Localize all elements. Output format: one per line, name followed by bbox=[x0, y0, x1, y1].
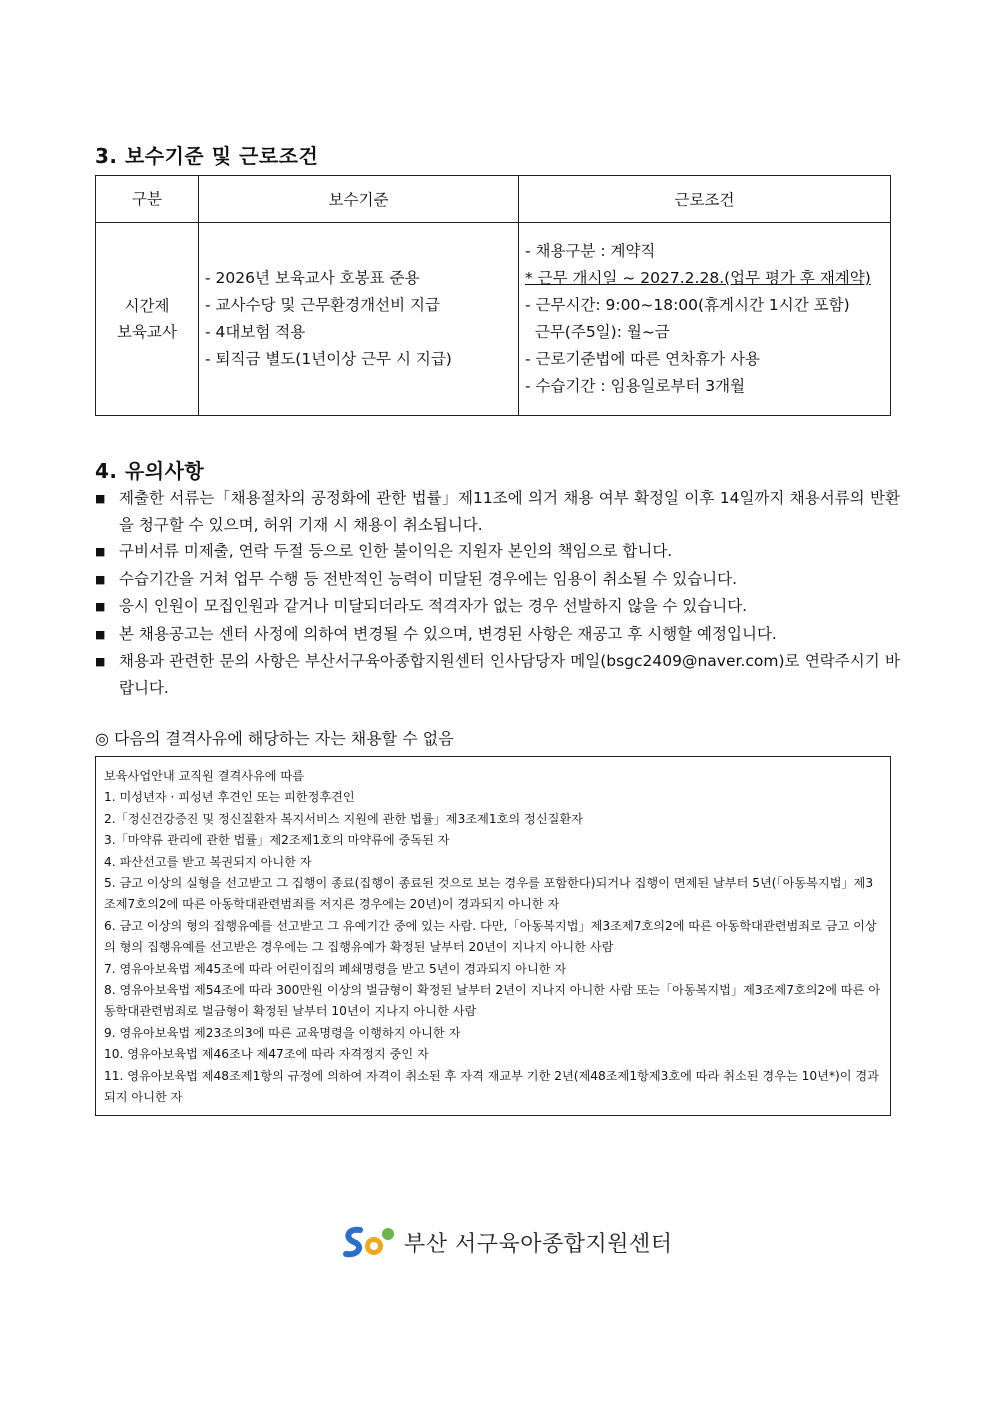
header-pay: 보수기준 bbox=[199, 176, 519, 223]
pay-line: - 2026년 보육교사 호봉표 준용 bbox=[205, 269, 420, 287]
list-item: 9. 영유아보육법 제23조의3에 따른 교육명령을 이행하지 아니한 자 bbox=[104, 1025, 461, 1040]
list-item: 11. 영유아보육법 제48조제1항의 규정에 의하여 자격이 취소된 후 자격 재교부 기한 2년(제48조제1항제3호에 따라 취소된 경우는 10년*)이 경과되지 아니한 자 bbox=[104, 1068, 879, 1105]
bullet-icon: ■ bbox=[95, 600, 106, 613]
bullet-icon: ■ bbox=[95, 545, 106, 558]
list-item bbox=[95, 538, 900, 566]
bullet-icon: ■ bbox=[95, 655, 106, 668]
footer-logo-text: 부산 서구육아종합지원센터 bbox=[404, 1231, 673, 1257]
bullet-icon: ■ bbox=[95, 627, 106, 641]
category-cell bbox=[96, 223, 199, 416]
table-header-row bbox=[96, 176, 891, 223]
list-item: 2.「정신건강증진 및 정신질환자 복지서비스 지원에 관한 법률」제3조제1호의 정신질환자 bbox=[104, 811, 583, 826]
disqualification-intro: 보육사업안내 교직원 결격사유에 따름 bbox=[104, 769, 304, 783]
compensation-table bbox=[95, 175, 891, 416]
list-item bbox=[95, 593, 900, 621]
footer-logo bbox=[342, 1224, 673, 1260]
disqualification-box bbox=[95, 756, 891, 1116]
note-text: 제출한 서류는「채용절차의 공정화에 관한 법률」제11조에 의거 채용 여부 확정일 이후 14일까지 채용서류의 반환을 청구할 수 있으며, 허위 기재 시 채용이 취소됩니다. bbox=[119, 489, 900, 534]
section4-title: 4. 유의사항 bbox=[95, 459, 205, 483]
list-item bbox=[95, 566, 900, 594]
note-text: 본 채용공고는 센터 사정에 의하여 변경될 수 있으며, 변경된 사항은 재공고 후 시행할 예정입니다. bbox=[119, 624, 777, 643]
header-conditions: 근로조건 bbox=[519, 176, 891, 223]
section3-title: 3. 보수기준 및 근로조건 bbox=[95, 144, 319, 168]
note-text: 구비서류 미제출, 연락 두절 등으로 인한 불이익은 지원자 본인의 책임으로 합니다. bbox=[119, 542, 673, 560]
condition-line-contract-period: * 근무 개시일 ~ 2027.2.28.(업무 평가 후 재계약) bbox=[525, 269, 871, 287]
condition-line: 근무(주5일): 월~금 bbox=[525, 323, 670, 341]
list-item bbox=[95, 648, 900, 701]
condition-line: - 수습기간 : 임용일로부터 3개월 bbox=[525, 377, 746, 395]
list-item bbox=[95, 485, 900, 538]
condition-line: - 근로기준법에 따른 연차휴가 사용 bbox=[525, 350, 760, 368]
list-item: 5. 금고 이상의 실형을 선고받고 그 집행이 종료(집행이 종료된 것으로 보는 경우를 포함한다)되거나 집행이 면제된 날부터 5년(「아동복지법」제3조제7호의2에 따른 아동학대관련범죄를 저지른 경우에는 20년)이 경과되지 아니한 자 bbox=[104, 876, 874, 912]
pay-line: - 교사수당 및 근무환경개선비 지급 bbox=[205, 296, 440, 314]
condition-line: - 근무시간: 9:00~18:00(휴게시간 1시간 포함) bbox=[525, 296, 850, 314]
pay-cell bbox=[199, 223, 519, 416]
list-item bbox=[95, 621, 900, 649]
table-row bbox=[96, 223, 891, 416]
list-item: 3.「마약류 관리에 관한 법률」제2조제1호의 마약류에 중독된 자 bbox=[104, 833, 450, 848]
bullet-icon: ■ bbox=[95, 572, 106, 586]
center-logo-icon bbox=[342, 1224, 398, 1260]
bullet-icon: ■ bbox=[95, 492, 106, 505]
list-item: 6. 금고 이상의 형의 집행유예를 선고받고 그 유예기간 중에 있는 사람. 다만,「아동복지법」제3조제7호의2에 따른 아동학대관련범죄로 금고 이상의 형의 집행유예를 선고받은 경우에는 그 집행유예가 확정된 날부터 20년이 지나지 아니한 사람 bbox=[104, 918, 877, 955]
pay-line: - 4대보험 적용 bbox=[205, 323, 306, 341]
list-item: 1. 미성년자 · 피성년 후견인 또는 피한정후견인 bbox=[104, 790, 355, 805]
category-line: 보육교사 bbox=[117, 323, 177, 341]
note-text: 응시 인원이 모집인원과 같거나 미달되더라도 적격자가 없는 경우 선발하지 않을 수 있습니다. bbox=[119, 597, 748, 615]
header-category: 구분 bbox=[96, 176, 199, 223]
list-item: 10. 영유아보육법 제46조나 제47조에 따라 자격정지 중인 자 bbox=[104, 1047, 429, 1062]
conditions-cell bbox=[519, 223, 891, 416]
pay-line: - 퇴직금 별도(1년이상 근무 시 지급) bbox=[205, 350, 452, 368]
note-text: 채용과 관련한 문의 사항은 부산서구육아종합지원센터 인사담당자 메일(bsgc2409@naver.com)로 연락주시기 바랍니다. bbox=[119, 652, 900, 697]
list-item: 7. 영유아보육법 제45조에 따라 어린이집의 폐쇄명령을 받고 5년이 경과되지 아니한 자 bbox=[104, 961, 567, 976]
list-item: 8. 영유아보육법 제54조에 따라 300만원 이상의 벌금형이 확정된 날부터 2년이 지나지 아니한 사람 또는「아동복지법」제3조제7호의2에 따른 아동학대관련범죄로 벌금형이 확정된 날부터 10년이 지나지 아니한 사람 bbox=[104, 983, 881, 1019]
disqualification-heading: ◎ 다음의 결격사유에 해당하는 자는 채용할 수 없음 bbox=[95, 729, 454, 748]
notes-list bbox=[95, 485, 900, 701]
condition-line: - 채용구분 : 계약직 bbox=[525, 242, 656, 260]
category-line: 시간제 bbox=[124, 297, 170, 315]
list-item: 4. 파산선고를 받고 복권되지 아니한 자 bbox=[104, 854, 312, 869]
note-text: 수습기간을 거쳐 업무 수행 등 전반적인 능력이 미달된 경우에는 임용이 취소될 수 있습니다. bbox=[119, 569, 738, 588]
